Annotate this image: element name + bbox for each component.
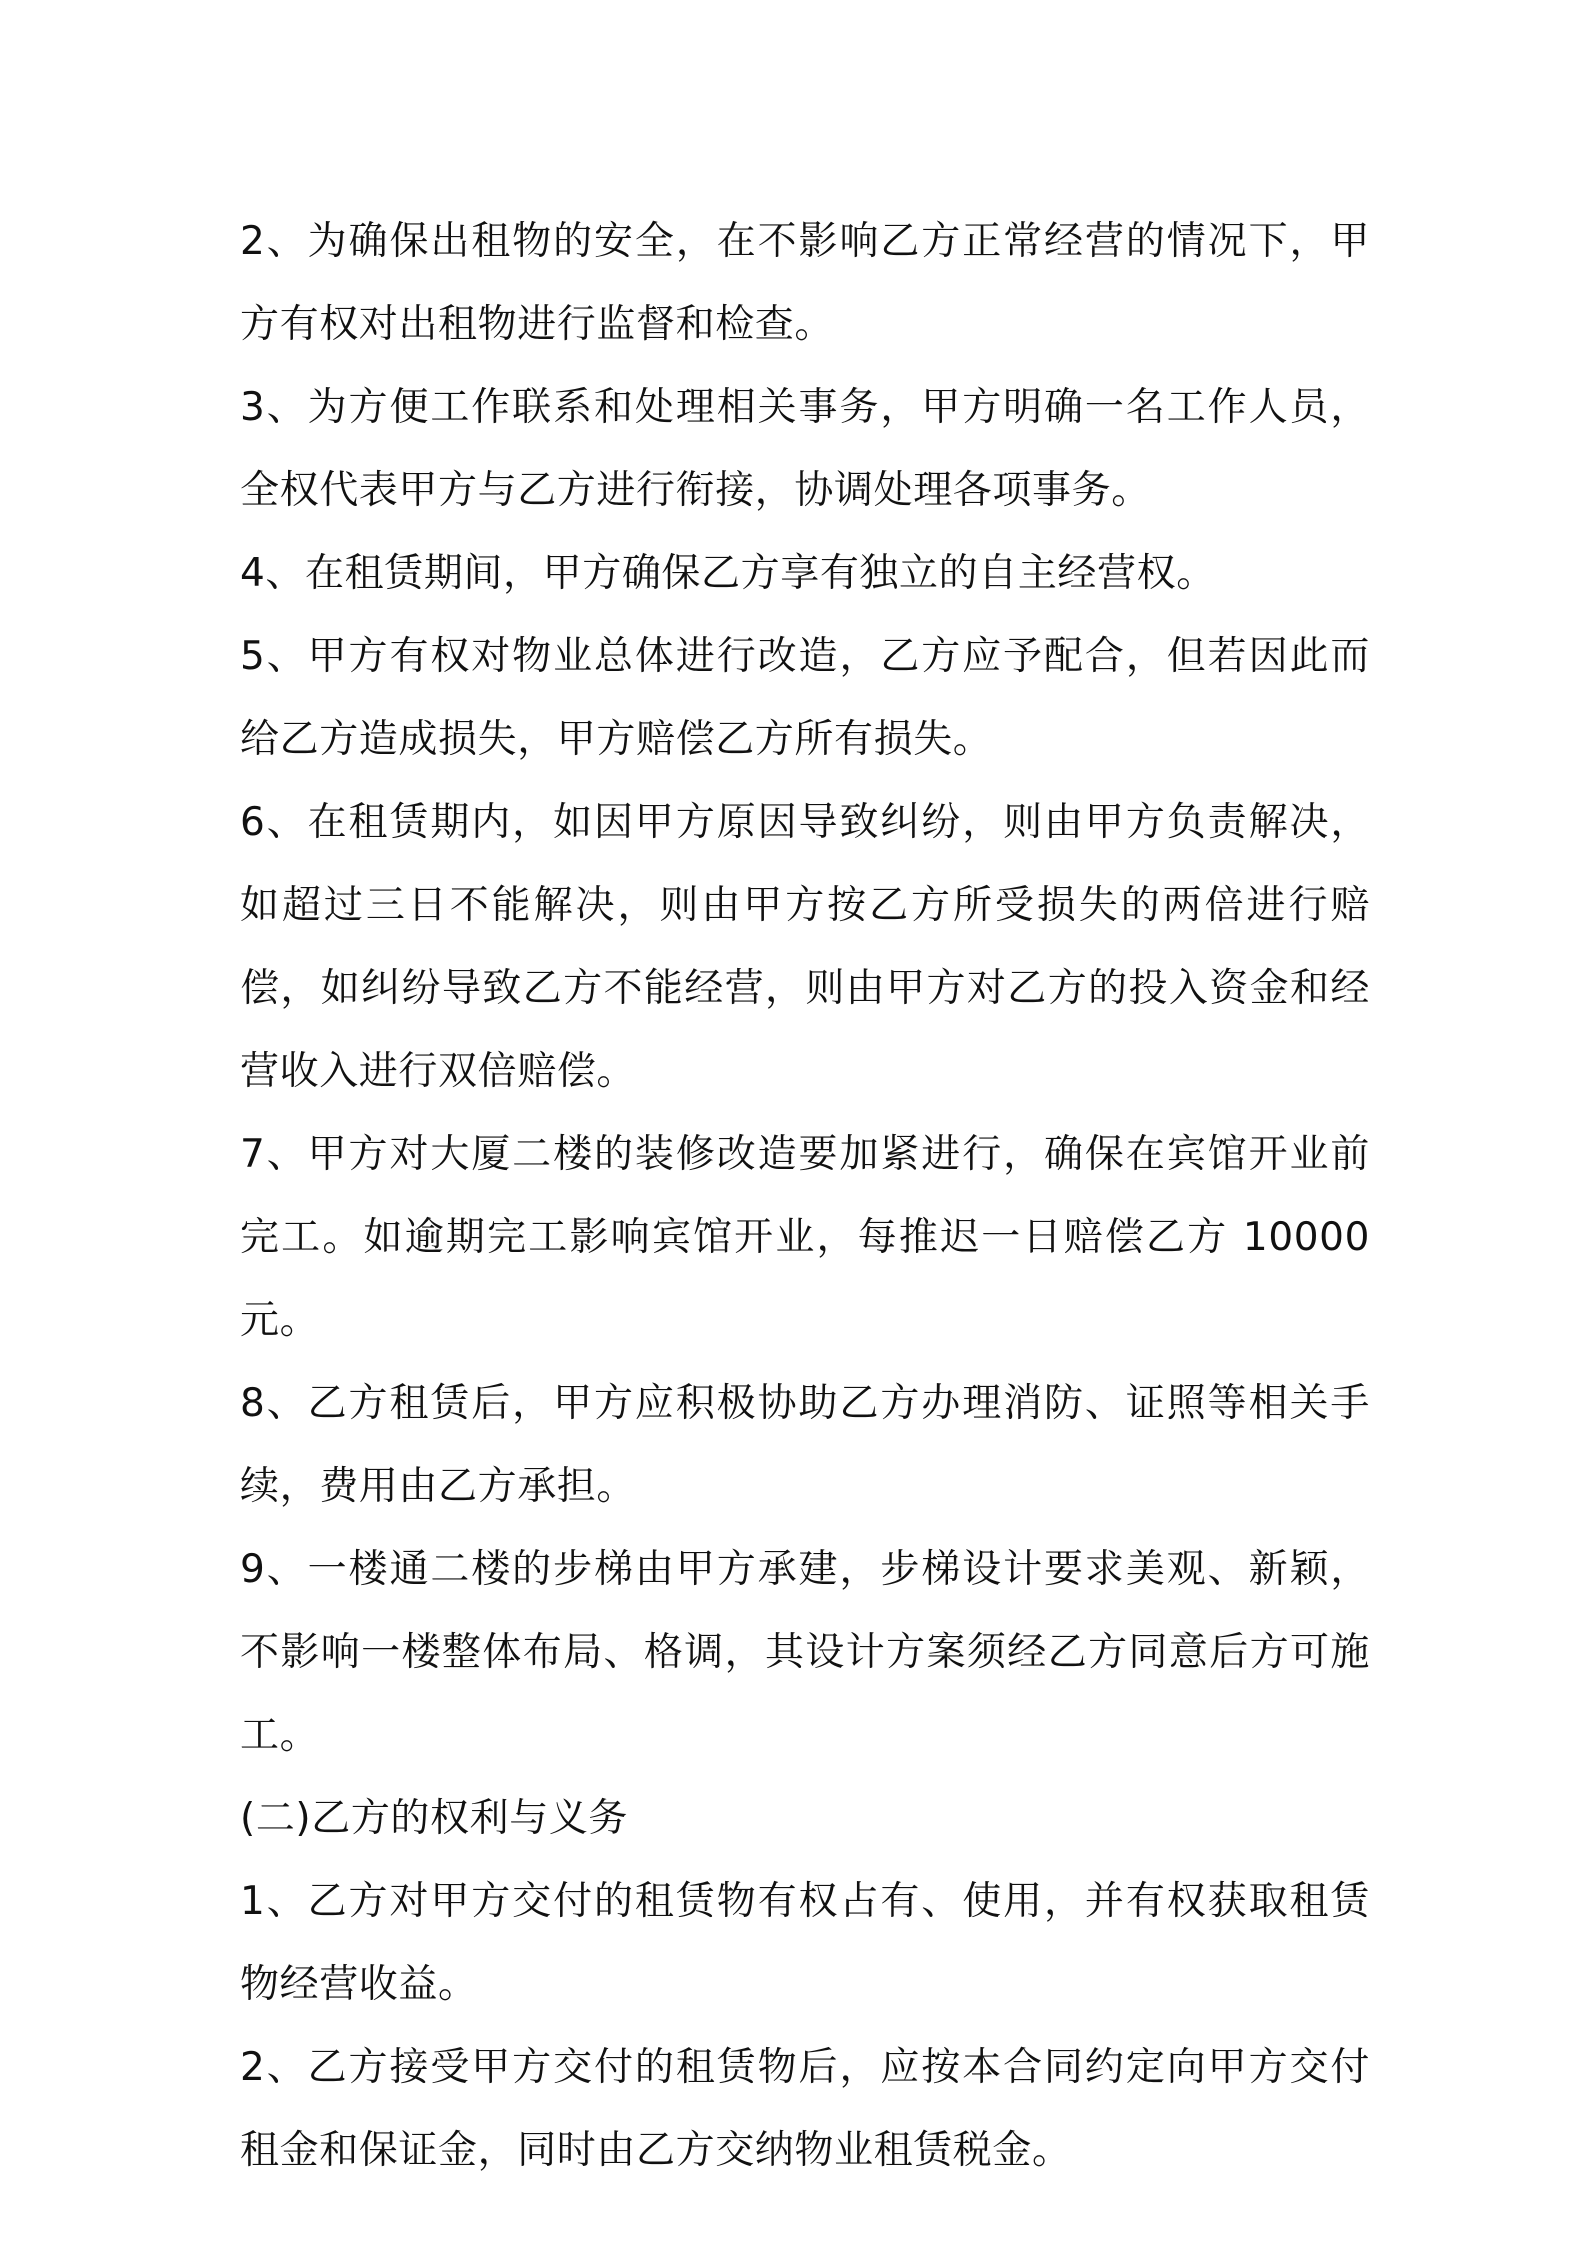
clause-4-autonomy: 4、在租赁期间，甲方确保乙方享有独立的自主经营权。 bbox=[240, 551, 1216, 596]
party-b-clause-2: 2、乙方接受甲方交付的租赁物后，应按本合同约定向甲方交付租金和保证金，同时由乙方交纳物业租赁税金。 bbox=[240, 2045, 1370, 2173]
clause-3-liaison: 3、为方便工作联系和处理相关事务，甲方明确一名工作人员，全权代表甲方与乙方进行衔接，协调处理各项事务。 bbox=[240, 385, 1370, 513]
section-heading-party-b: (二)乙方的权利与义务 bbox=[240, 1796, 629, 1841]
party-b-clause-1: 1、乙方对甲方交付的租赁物有权占有、使用，并有权获取租赁物经营收益。 bbox=[240, 1879, 1370, 2007]
clause-7-second-floor: 7、甲方对大厦二楼的装修改造要加紧进行，确保在宾馆开业前完工。如逾期完工影响宾馆开业，每推迟一日赔偿乙方 10000 元。 bbox=[240, 1132, 1370, 1343]
clause-5-renovation: 5、甲方有权对物业总体进行改造，乙方应予配合，但若因此而给乙方造成损失，甲方赔偿乙方所有损失。 bbox=[240, 634, 1370, 762]
clause-6-disputes: 6、在租赁期内，如因甲方原因导致纠纷，则由甲方负责解决，如超过三日不能解决，则由甲方按乙方所受损失的两倍进行赔偿，如纠纷导致乙方不能经营，则由甲方对乙方的投入资金和经营收入进行双倍赔偿。 bbox=[240, 800, 1370, 1094]
clause-2-inspection: 2、为确保出租物的安全，在不影响乙方正常经营的情况下，甲方有权对出租物进行监督和检查。 bbox=[240, 219, 1370, 347]
document-body bbox=[240, 200, 1370, 2192]
clause-9-staircase: 9、一楼通二楼的步梯由甲方承建，步梯设计要求美观、新颖，不影响一楼整体布局、格调，其设计方案须经乙方同意后方可施工。 bbox=[240, 1547, 1370, 1758]
clause-8-permits: 8、乙方租赁后，甲方应积极协助乙方办理消防、证照等相关手续，费用由乙方承担。 bbox=[240, 1381, 1370, 1509]
